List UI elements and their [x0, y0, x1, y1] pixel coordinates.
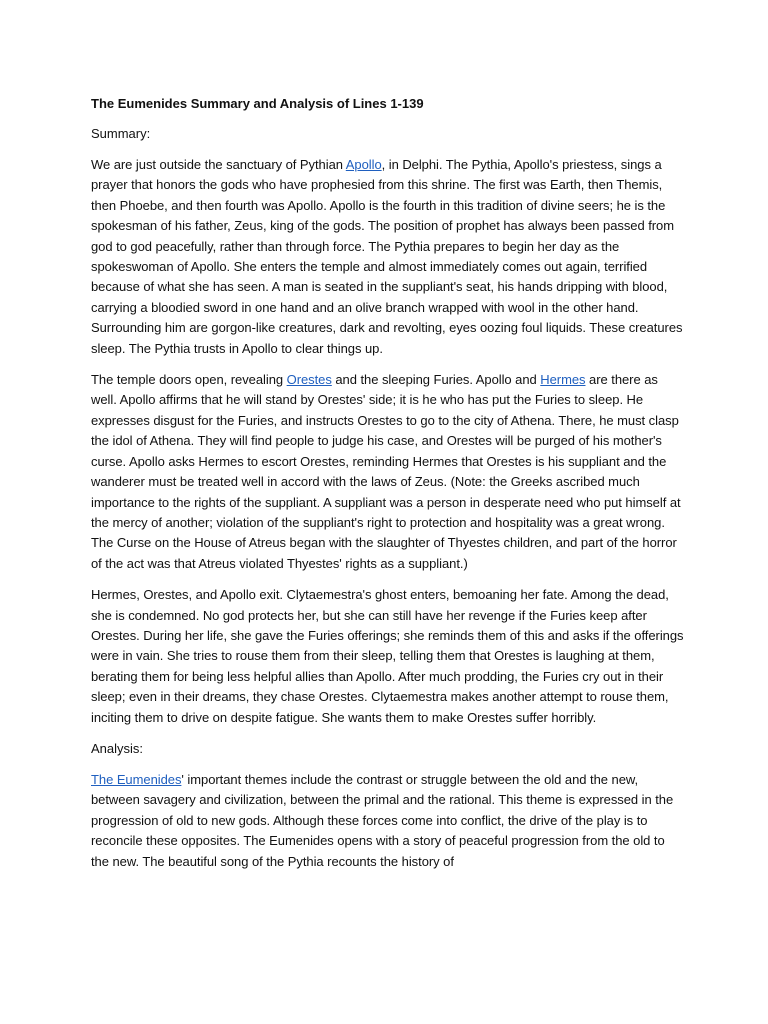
paragraph-text: We are just outside the sanctuary of Pythian: [91, 157, 346, 172]
hermes-link[interactable]: Hermes: [540, 372, 586, 388]
summary-paragraph-2: [91, 370, 686, 574]
paragraph-text: , in Delphi. The Pythia, Apollo's priestess, sings a prayer that honors the gods who have prophesied from this shrine. The first was Earth, then Themis, then Phoebe, and then fourth was Apollo. Apollo is the fourth in this tradition of divine seers; he is the spokesman of his father, Zeus, king of the gods. The position of prophet has always been passed from god to god peacefully, rather than through force. The Pythia prepares to begin her day as the spokeswoman of Apollo. She enters the temple and almost immediately comes out again, terrified because of what she has seen. A man is seated in the suppliant's seat, his hands dripping with blood, carrying a bloodied sword in one hand and an olive branch wrapped with wool in the other hand. Surrounding him are gorgon-like creatures, dark and revolting, eyes oozing foul liquids. These creatures sleep. The Pythia trusts in Apollo to clear things up.: [91, 157, 683, 356]
paragraph-text: The temple doors open, revealing: [91, 372, 287, 388]
paragraph-text: are there as well. Apollo affirms that he will stand by Orestes' side; it is he who has put the Furies to sleep. He expresses disgust for the Furies, and instructs Orestes to go to the city of Athena. There, he must clasp the idol of Athena. They will find people to judge his case, and Orestes will be purged of his mother's curse. Apollo asks Hermes to escort Orestes, reminding Hermes that Orestes is his suppliant and the wanderer must be treated well in accord with the laws of Zeus. (Note: the Greeks ascribed much importance to the rights of the suppliant. A suppliant was a person in desperate need who put himself at the mercy of another; violation of the suppliant's right to protection and hospitality was a great wrong. The Curse on the House of Atreus began with the slaughter of Thyestes children, and part of the horror of the act was that Atreus violated Thyestes' rights as a suppliant.): [91, 372, 681, 571]
orestes-link[interactable]: Orestes: [286, 372, 332, 388]
document-title: The Eumenides Summary and Analysis of Lines 1-139: [91, 96, 424, 111]
summary-paragraph-1: [91, 155, 686, 359]
paragraph-text: ' important themes include the contrast or struggle between the old and the new, between savagery and civilization, between the primal and the rational. This theme is expressed in the progression of old to new gods. Although these forces come into conflict, the drive of the play is to reconcile these opposites. The Eumenides opens with a story of peaceful progression from the old to the new. The beautiful song of the Pythia recounts the history of: [91, 771, 674, 869]
analysis-label: Analysis:: [91, 740, 144, 756]
analysis-paragraph-1: [91, 770, 686, 872]
summary-label: Summary:: [91, 126, 151, 141]
apollo-link[interactable]: Apollo: [345, 157, 382, 172]
the-eumenides-link[interactable]: The Eumenides: [91, 771, 182, 787]
summary-paragraph-3: Hermes, Orestes, and Apollo exit. Clytaemestra's ghost enters, bemoaning her fate. Among the dead, she is condemned. No god protects her, but she can still have her revenge if the Furies keep after Orestes. During her life, she gave the Furies offerings; she reminds them of this and asks if the offerings were in vain. She tries to rouse them from their sleep, telling them that Orestes is laughing at them, berating them for being less helpful allies than Apollo. After much prodding, the Furies cry out in their sleep; even in their dreams, they chase Orestes. Clytaemestra makes another attempt to rouse them, inciting them to drive on despite fatigue. She wants them to make Orestes suffer horribly.: [91, 587, 684, 725]
paragraph-text: and the sleeping Furies. Apollo and: [331, 372, 541, 388]
